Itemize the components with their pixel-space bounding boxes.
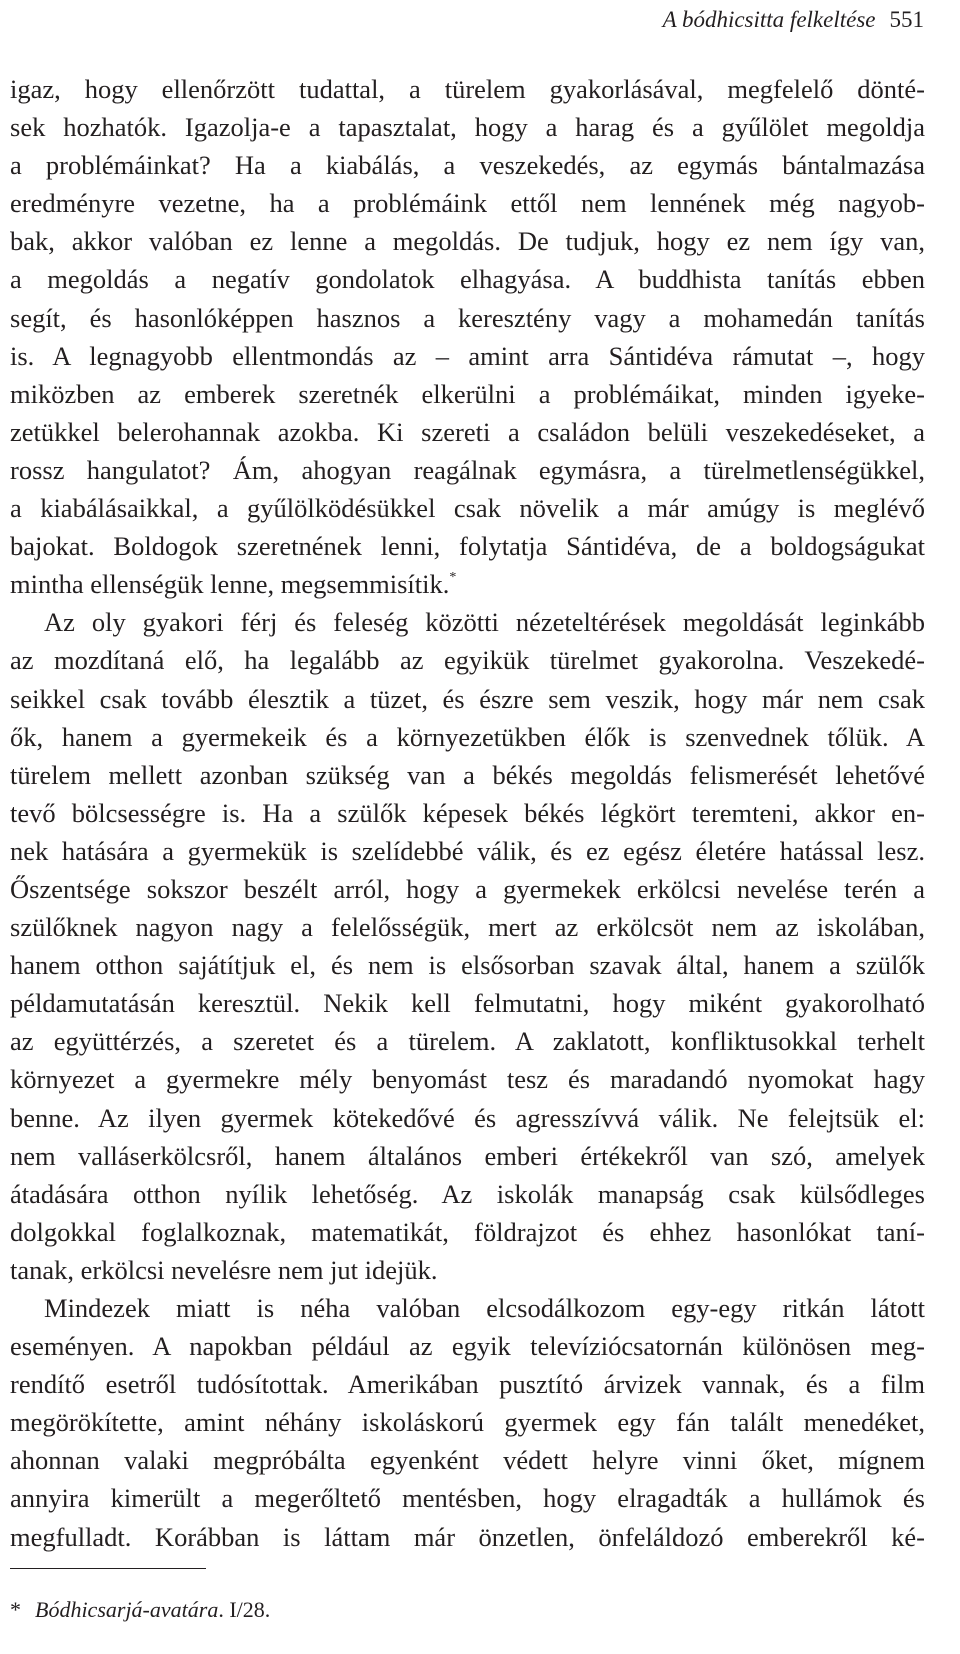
- text-line: hanem otthon sajátítjuk el, és nem is elsősorban szavak által, hanem a szülők: [10, 950, 925, 981]
- text-line: annyira kimerült a megerőltető mentésben, hogy elragadták a hullámok és: [10, 1483, 925, 1514]
- text-line: szülőknek nagyon nagy a felelősségük, mert az erkölcsöt nem az iskolában,: [10, 912, 925, 943]
- footnote-reference: . I/28.: [218, 1597, 271, 1622]
- text-line: bak, akkor valóban ez lenne a megoldás. De tudjuk, hogy ez nem így van,: [10, 226, 925, 257]
- body-text: [10, 70, 925, 1556]
- text-line: Őszentsége sokszor beszélt arról, hogy a gyermekek erkölcsi nevelése terén a: [10, 873, 925, 904]
- text-line: dolgokkal foglalkoznak, matematikát, földrajzot és ehhez hasonlókat taní-: [10, 1216, 925, 1247]
- text-line: átadására otthon nyílik lehetőség. Az iskolák manapság csak külsődleges: [10, 1178, 925, 1209]
- text-line: a kiabálásaikkal, a gyűlölködésükkel csak növelik a már amúgy is meglévő: [10, 493, 925, 524]
- text-line: példamutatásán keresztül. Nekik kell felmutatni, hogy miként gyakorolható: [10, 988, 925, 1019]
- text-line: rendítő esetről tudósítottak. Amerikában pusztító árvizek vannak, és a film: [10, 1369, 925, 1400]
- text-line: nek hatására a gyermekük is szelídebbé válik, és ez egész életére hatással lesz.: [10, 835, 925, 866]
- text-line: rossz hangulatot? Ám, ahogyan reagálnak egymásra, a türelmetlenségükkel,: [10, 454, 925, 485]
- text-line: nem valláserkölcsről, hanem általános emberi értékekről van szó, amelyek: [10, 1140, 925, 1171]
- text-line: környezet a gyermekre mély benyomást tesz és maradandó nyomokat hagy: [10, 1064, 925, 1095]
- text-line: tanak, erkölcsi nevelésre nem jut idejük.: [10, 1254, 438, 1285]
- page-number: 551: [889, 7, 924, 32]
- paragraph-first-line: Mindezek miatt is néha valóban elcsodálkozom egy-egy ritkán látott: [44, 1293, 925, 1323]
- text-line: zetükkel belerohannak azokba. Ki szereti a családon belüli veszekedéseket, a: [10, 416, 925, 447]
- text-line: a megoldás a negatív gondolatok elhagyása. A buddhista tanítás ebben: [10, 264, 925, 295]
- text-line: tevő bölcsességre is. Ha a szülők képesek békés légkört teremteni, akkor en-: [10, 797, 925, 828]
- text-line: türelem mellett azonban szükség van a békés megoldás felismerését lehetővé: [10, 759, 925, 790]
- text-line: eredményre vezetne, ha a problémáink ettől nem lennének még nagyob-: [10, 188, 925, 219]
- text-line: eseményen. A napokban például az egyik televíziócsatornán különösen meg-: [10, 1331, 925, 1362]
- text-line: igaz, hogy ellenőrzött tudattal, a türelem gyakorlásával, megfelelő dönté-: [10, 74, 925, 104]
- text-line: az együttérzés, a szeretet és a türelem. A zaklatott, konfliktusokkal terhelt: [10, 1026, 925, 1057]
- text-line: miközben az emberek szeretnék elkerülni a problémáikat, minden igyeke-: [10, 378, 925, 409]
- paragraph-first-line: Az oly gyakori férj és feleség közötti nézeteltérések megoldását leginkább: [44, 607, 925, 638]
- text-line: a problémáinkat? Ha a kiabálás, a veszekedés, az egymás bántalmazása: [10, 150, 925, 181]
- text-line: seikkel csak tovább élesztik a tüzet, és észre sem veszik, hogy már nem csak: [10, 683, 925, 714]
- text-line: ahonnan valaki megpróbálta egyenként védett helyre vinni őket, mígnem: [10, 1445, 925, 1476]
- text-line-content: mintha ellenségük lenne, megsemmisítik.: [10, 569, 450, 600]
- running-title: A bódhicsitta felkeltése: [662, 7, 876, 32]
- text-line: segít, és hasonlóképpen hasznos a keresztény vagy a mohamedán tanítás: [10, 302, 925, 333]
- footnote-source-title: Bódhicsarjá-avatára: [35, 1597, 219, 1622]
- text-line: az mozdítaná elő, ha legalább az egyikük türelmet gyakorolna. Veszekedé-: [10, 645, 925, 676]
- footnote: [10, 1593, 270, 1627]
- text-line: sek hozhatók. Igazolja-e a tapasztalat, hogy a harag és a gyűlölet megoldja: [10, 112, 925, 143]
- running-head: [663, 0, 924, 40]
- text-line: benne. Az ilyen gyermek kötekedővé és agresszívvá válik. Ne felejtsük el:: [10, 1102, 925, 1133]
- text-line-with-footnote: [10, 565, 925, 603]
- footnote-rule: [10, 1568, 206, 1569]
- footnote-reference-mark: *: [449, 570, 457, 586]
- text-line: megörökítette, amint néhány iskoláskorú gyermek egy fán talált menedéket,: [10, 1407, 925, 1438]
- text-line: ők, hanem a gyermekeik és a környezetükben élők is szenvednek tőlük. A: [10, 721, 925, 752]
- text-line: bajokat. Boldogok szeretnének lenni, folytatja Sántidéva, de a boldogságukat: [10, 531, 925, 562]
- text-line: is. A legnagyobb ellentmondás az – amint arra Sántidéva rámutat –, hogy: [10, 340, 925, 371]
- text-line: megfulladt. Korábban is láttam már önzetlen, önfeláldozó emberekről ké-: [10, 1521, 925, 1552]
- footnote-symbol: *: [10, 1597, 21, 1622]
